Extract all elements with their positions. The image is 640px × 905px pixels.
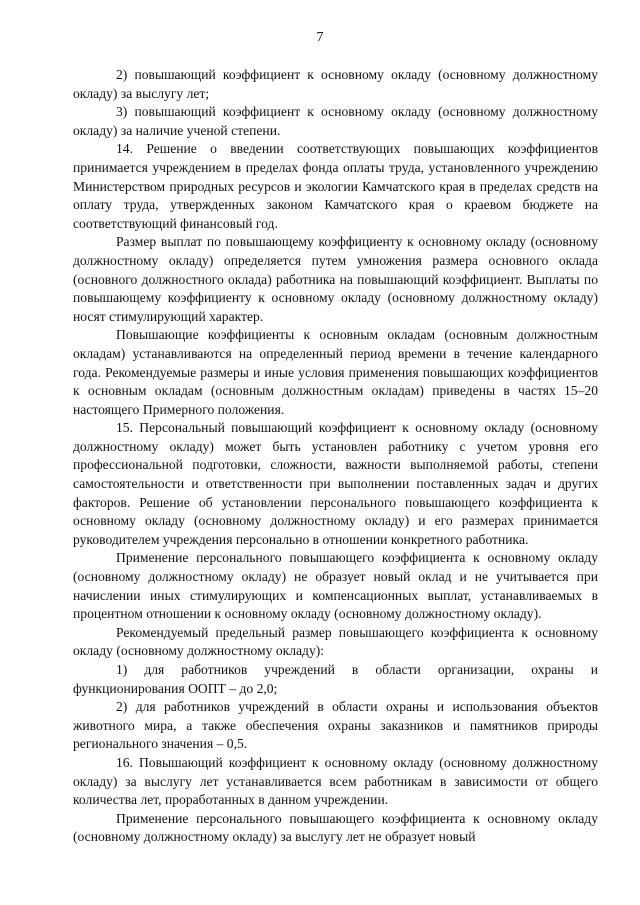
paragraph-section-14: 14. Решение о введении соответствующих повышающих коэффициентов принимается учреждением в пределах фонда оплаты труда, установленного учреждению Министерством природных ресурсов и экологии Камчатского края в пределах средств на оплату труда, утвержденных законом Камчатского края о краевом бюджете на соответствующий финансовый год. — [73, 141, 598, 231]
paragraph-coefficient-period: Повышающие коэффициенты к основным окладам (основным должностным окладам) устанавливаются на определенный период времени в течение календарного года. Рекомендуемые размеры и иные условия применения повышающих коэффициентов к основным окладам (основным должностным окладам) приведены в частях 15–20 настоящего Примерного положения. — [73, 327, 598, 417]
paragraph-academic-degree-coefficient: 3) повышающий коэффициент к основному окладу (основному должностному окладу) за наличие ученой степени. — [73, 104, 598, 138]
paragraph-payment-size: Размер выплат по повышающему коэффициенту к основному окладу (основному должностному окладу) определяется путем умножения размера основного оклада (основного должностного оклада) работника на повышающий коэффициент. Выплаты по повышающему коэффициенту к основному окладу (основному должностному окладу) носят стимулирующий характер. — [73, 234, 598, 324]
page-number: 7 — [316, 30, 324, 45]
paragraph-personal-coefficient-application: Применение персонального повышающего коэффициента к основному окладу (основному должностному окладу) не образует новый оклад и не учитывается при начислении иных стимулирующих и компенсационных выплат, устанавливаемых в процентном отношении к основному окладу (основному должностному окладу). — [73, 550, 598, 622]
paragraph-recommended-limit: Рекомендуемый предельный размер повышающего коэффициента к основному окладу (основному должностному окладу): — [73, 624, 598, 659]
paragraph-section-16: 16. Повышающий коэффициент к основному окладу (основному должностному окладу) за выслугу лет устанавливается всем работникам в зависимости от общего количества лет, проработанных в данном учреждении. — [73, 754, 598, 808]
paragraph-section-15: 15. Персональный повышающий коэффициент к основному окладу (основному должностному окладу) может быть установлен работнику с учетом уровня его профессиональной подготовки, сложности, важности выполняемой работы, степени самостоятельности и ответственности при выполнении поставленных задач и других факторов. Решение об установлении персонального повышающего коэффициента к основному окладу (основному должностному окладу) и его размерах принимается руководителем учреждения персонально в отношении конкретного работника. — [73, 420, 598, 547]
document-body — [73, 66, 598, 847]
paragraph-seniority-application: Применение персонального повышающего коэффициента к основному окладу (основному должностному окладу) за выслугу лет не образует новый — [73, 810, 598, 845]
list-item-wildlife-workers: 2) для работников учреждений в области охраны и использования объектов животного мира, а также обеспечения охраны заказников и памятников природы регионального значения – 0,5. — [73, 699, 598, 752]
list-item-oopt-workers: 1) для работников учреждений в области организации, охраны и функционирования ООПТ – до 2,0; — [73, 662, 598, 696]
paragraph-seniority-coefficient: 2) повышающий коэффициент к основному окладу (основному должностному окладу) за выслугу лет; — [73, 67, 598, 101]
